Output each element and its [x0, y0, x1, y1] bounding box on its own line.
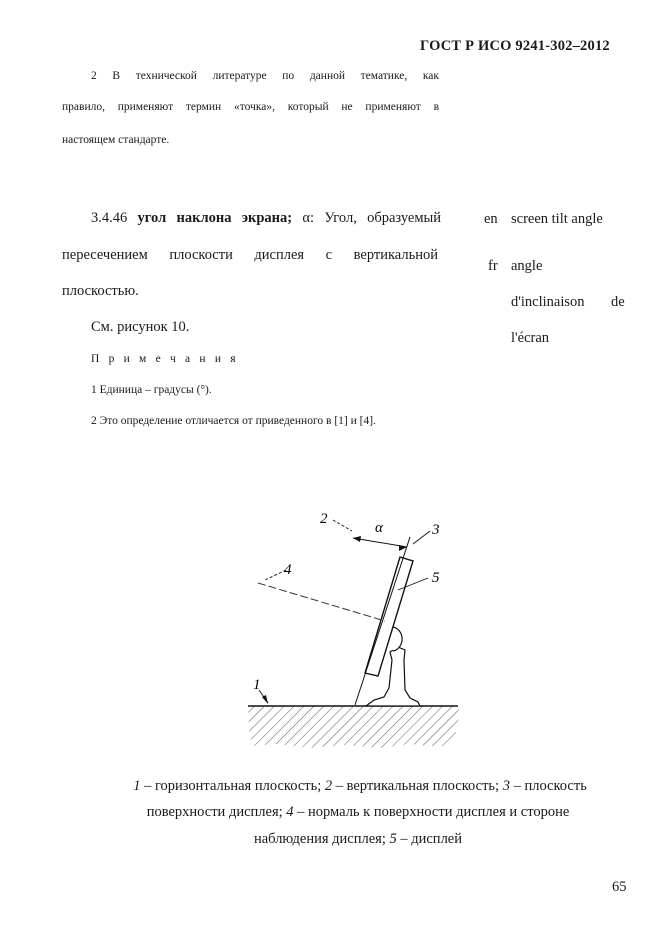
french-term-line-1: angle: [511, 258, 543, 274]
figure-label-1: 1: [253, 677, 261, 693]
caption-num-5: 5: [389, 831, 397, 847]
figure-label-2: 2: [320, 511, 328, 527]
ground-hatching: [248, 706, 460, 748]
leader-2: [333, 520, 352, 531]
term-note-1: 1 Единица – градусы (°).: [91, 384, 212, 396]
french-language-code: fr: [488, 258, 498, 274]
figure-label-alpha: α: [375, 520, 383, 536]
caption-text-2: – вертикальная плоскость;: [332, 778, 503, 794]
term-note-2: 2 Это определение отличается от приведенного в [1] и [4].: [91, 415, 376, 427]
document-header: ГОСТ Р ИСО 9241-302–2012: [420, 38, 610, 54]
figure-label-5: 5: [432, 570, 440, 586]
leader-4: [265, 570, 286, 580]
angle-arc: [353, 538, 407, 547]
previous-note-line-1: 2 В технической литературе по данной тематике, как: [91, 70, 439, 82]
caption-num-4: 4: [286, 804, 294, 820]
french-term-line-2b: de: [611, 294, 625, 310]
caption-num-3: 3: [502, 778, 510, 794]
french-term-line-3: l'écran: [511, 330, 550, 346]
previous-note-line-3: настоящем стандарте.: [62, 134, 170, 146]
english-language-code: en: [484, 211, 498, 227]
caption-num-1: 1: [133, 778, 141, 794]
previous-note-line-2: правило, применяют термин «точка», который не применяют в: [62, 101, 439, 113]
notes-heading: П р и м е ч а н и я: [91, 353, 239, 365]
page-number: 65: [612, 879, 627, 895]
display-normal-line: [258, 583, 385, 621]
term-definition-line-2: пересечением плоскости дисплея с вертикальной: [62, 247, 438, 263]
caption-text-5: – нормаль к поверхности дисплея и стороне: [293, 804, 570, 820]
figure-caption-line-1: [60, 778, 660, 795]
caption-text-3: – плоскость: [509, 778, 587, 794]
term-definition-line-3: плоскостью.: [62, 283, 139, 299]
figure-label-4: 4: [284, 562, 292, 578]
see-figure-reference: См. рисунок 10.: [91, 319, 190, 335]
leader-3: [413, 531, 430, 544]
english-term: screen tilt angle: [511, 211, 603, 227]
angle-arrow-left: [353, 536, 361, 542]
caption-text-1: – горизонтальная плоскость;: [140, 778, 325, 794]
figure-caption-line-2: [58, 804, 658, 821]
term-definition-start: α: Угол, образуемый: [302, 210, 442, 226]
display-panel: [365, 557, 413, 676]
french-term-line-2a: d'inclinaison: [511, 294, 585, 310]
term-number: 3.4.46: [91, 210, 128, 226]
caption-num-2: 2: [324, 778, 333, 794]
caption-text-4: поверхности дисплея;: [146, 804, 287, 820]
caption-text-7: – дисплей: [396, 831, 462, 847]
figure-label-3: 3: [432, 522, 440, 538]
caption-text-6: наблюдения дисплея;: [253, 831, 390, 847]
term-name: угол наклона экрана;: [137, 210, 293, 226]
figure-caption-line-3: [58, 831, 658, 848]
